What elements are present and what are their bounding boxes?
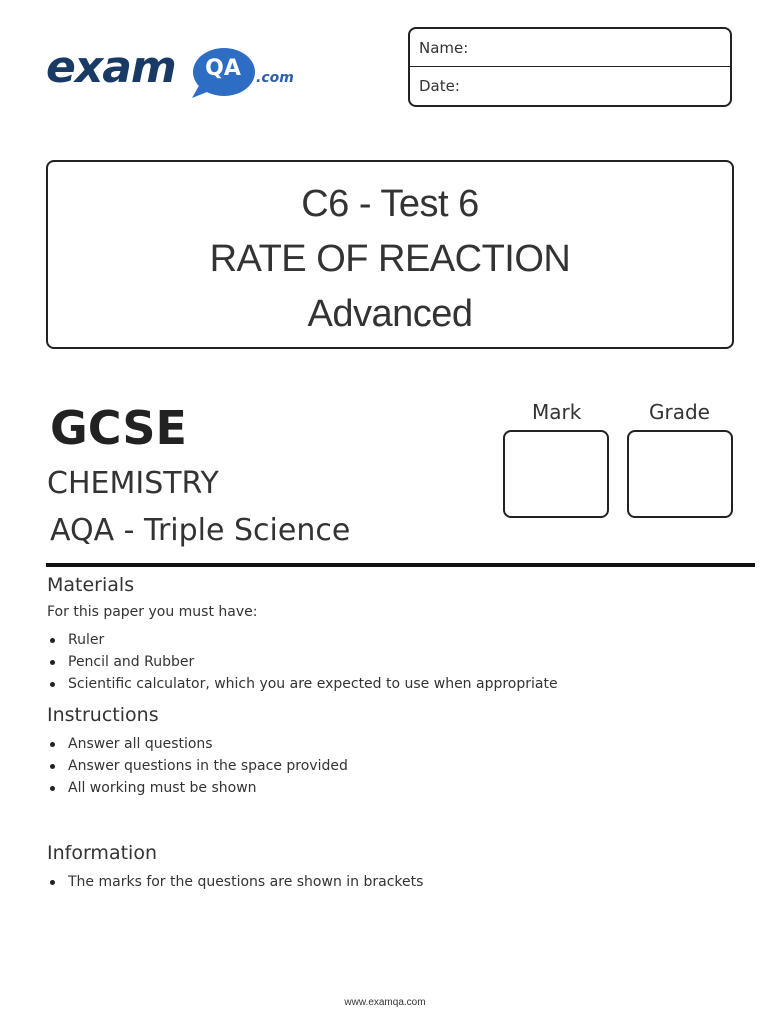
information-heading: Information	[47, 842, 157, 864]
list-item: Scientific calculator, which you are expected to use when appropriate	[47, 673, 558, 695]
name-field[interactable]	[410, 29, 730, 67]
information-list	[47, 871, 423, 893]
list-item: All working must be shown	[47, 777, 348, 799]
mark-box[interactable]	[503, 430, 609, 518]
examqa-logo	[46, 42, 296, 102]
name-label: Name:	[419, 39, 469, 57]
date-field[interactable]	[410, 67, 730, 105]
materials-lead: For this paper you must have:	[47, 604, 258, 620]
logo-suffix: .com	[256, 70, 294, 86]
list-item: Answer all questions	[47, 733, 348, 755]
mark-label: Mark	[532, 400, 582, 424]
logo-bubble-text: QA	[205, 56, 241, 81]
exam-board: AQA - Triple Science	[50, 513, 351, 548]
subject-heading: CHEMISTRY	[47, 466, 219, 501]
date-label: Date:	[419, 77, 460, 95]
grade-box[interactable]	[627, 430, 733, 518]
instructions-list	[47, 733, 348, 799]
list-item: Pencil and Rubber	[47, 651, 558, 673]
qualification-heading: GCSE	[50, 401, 187, 455]
test-title-box	[46, 160, 734, 349]
footer-url: www.examqa.com	[344, 997, 426, 1008]
test-number: C6 - Test 6	[301, 183, 479, 225]
list-item: Ruler	[47, 629, 558, 651]
materials-list	[47, 629, 558, 695]
test-topic: RATE OF REACTION	[209, 238, 571, 280]
test-level: Advanced	[307, 293, 473, 335]
instructions-heading: Instructions	[47, 704, 159, 726]
list-item: The marks for the questions are shown in brackets	[47, 871, 423, 893]
logo-word: exam	[46, 42, 176, 93]
grade-label: Grade	[649, 400, 710, 424]
name-date-box	[408, 27, 732, 107]
list-item: Answer questions in the space provided	[47, 755, 348, 777]
section-divider	[46, 563, 755, 567]
materials-heading: Materials	[47, 574, 135, 596]
